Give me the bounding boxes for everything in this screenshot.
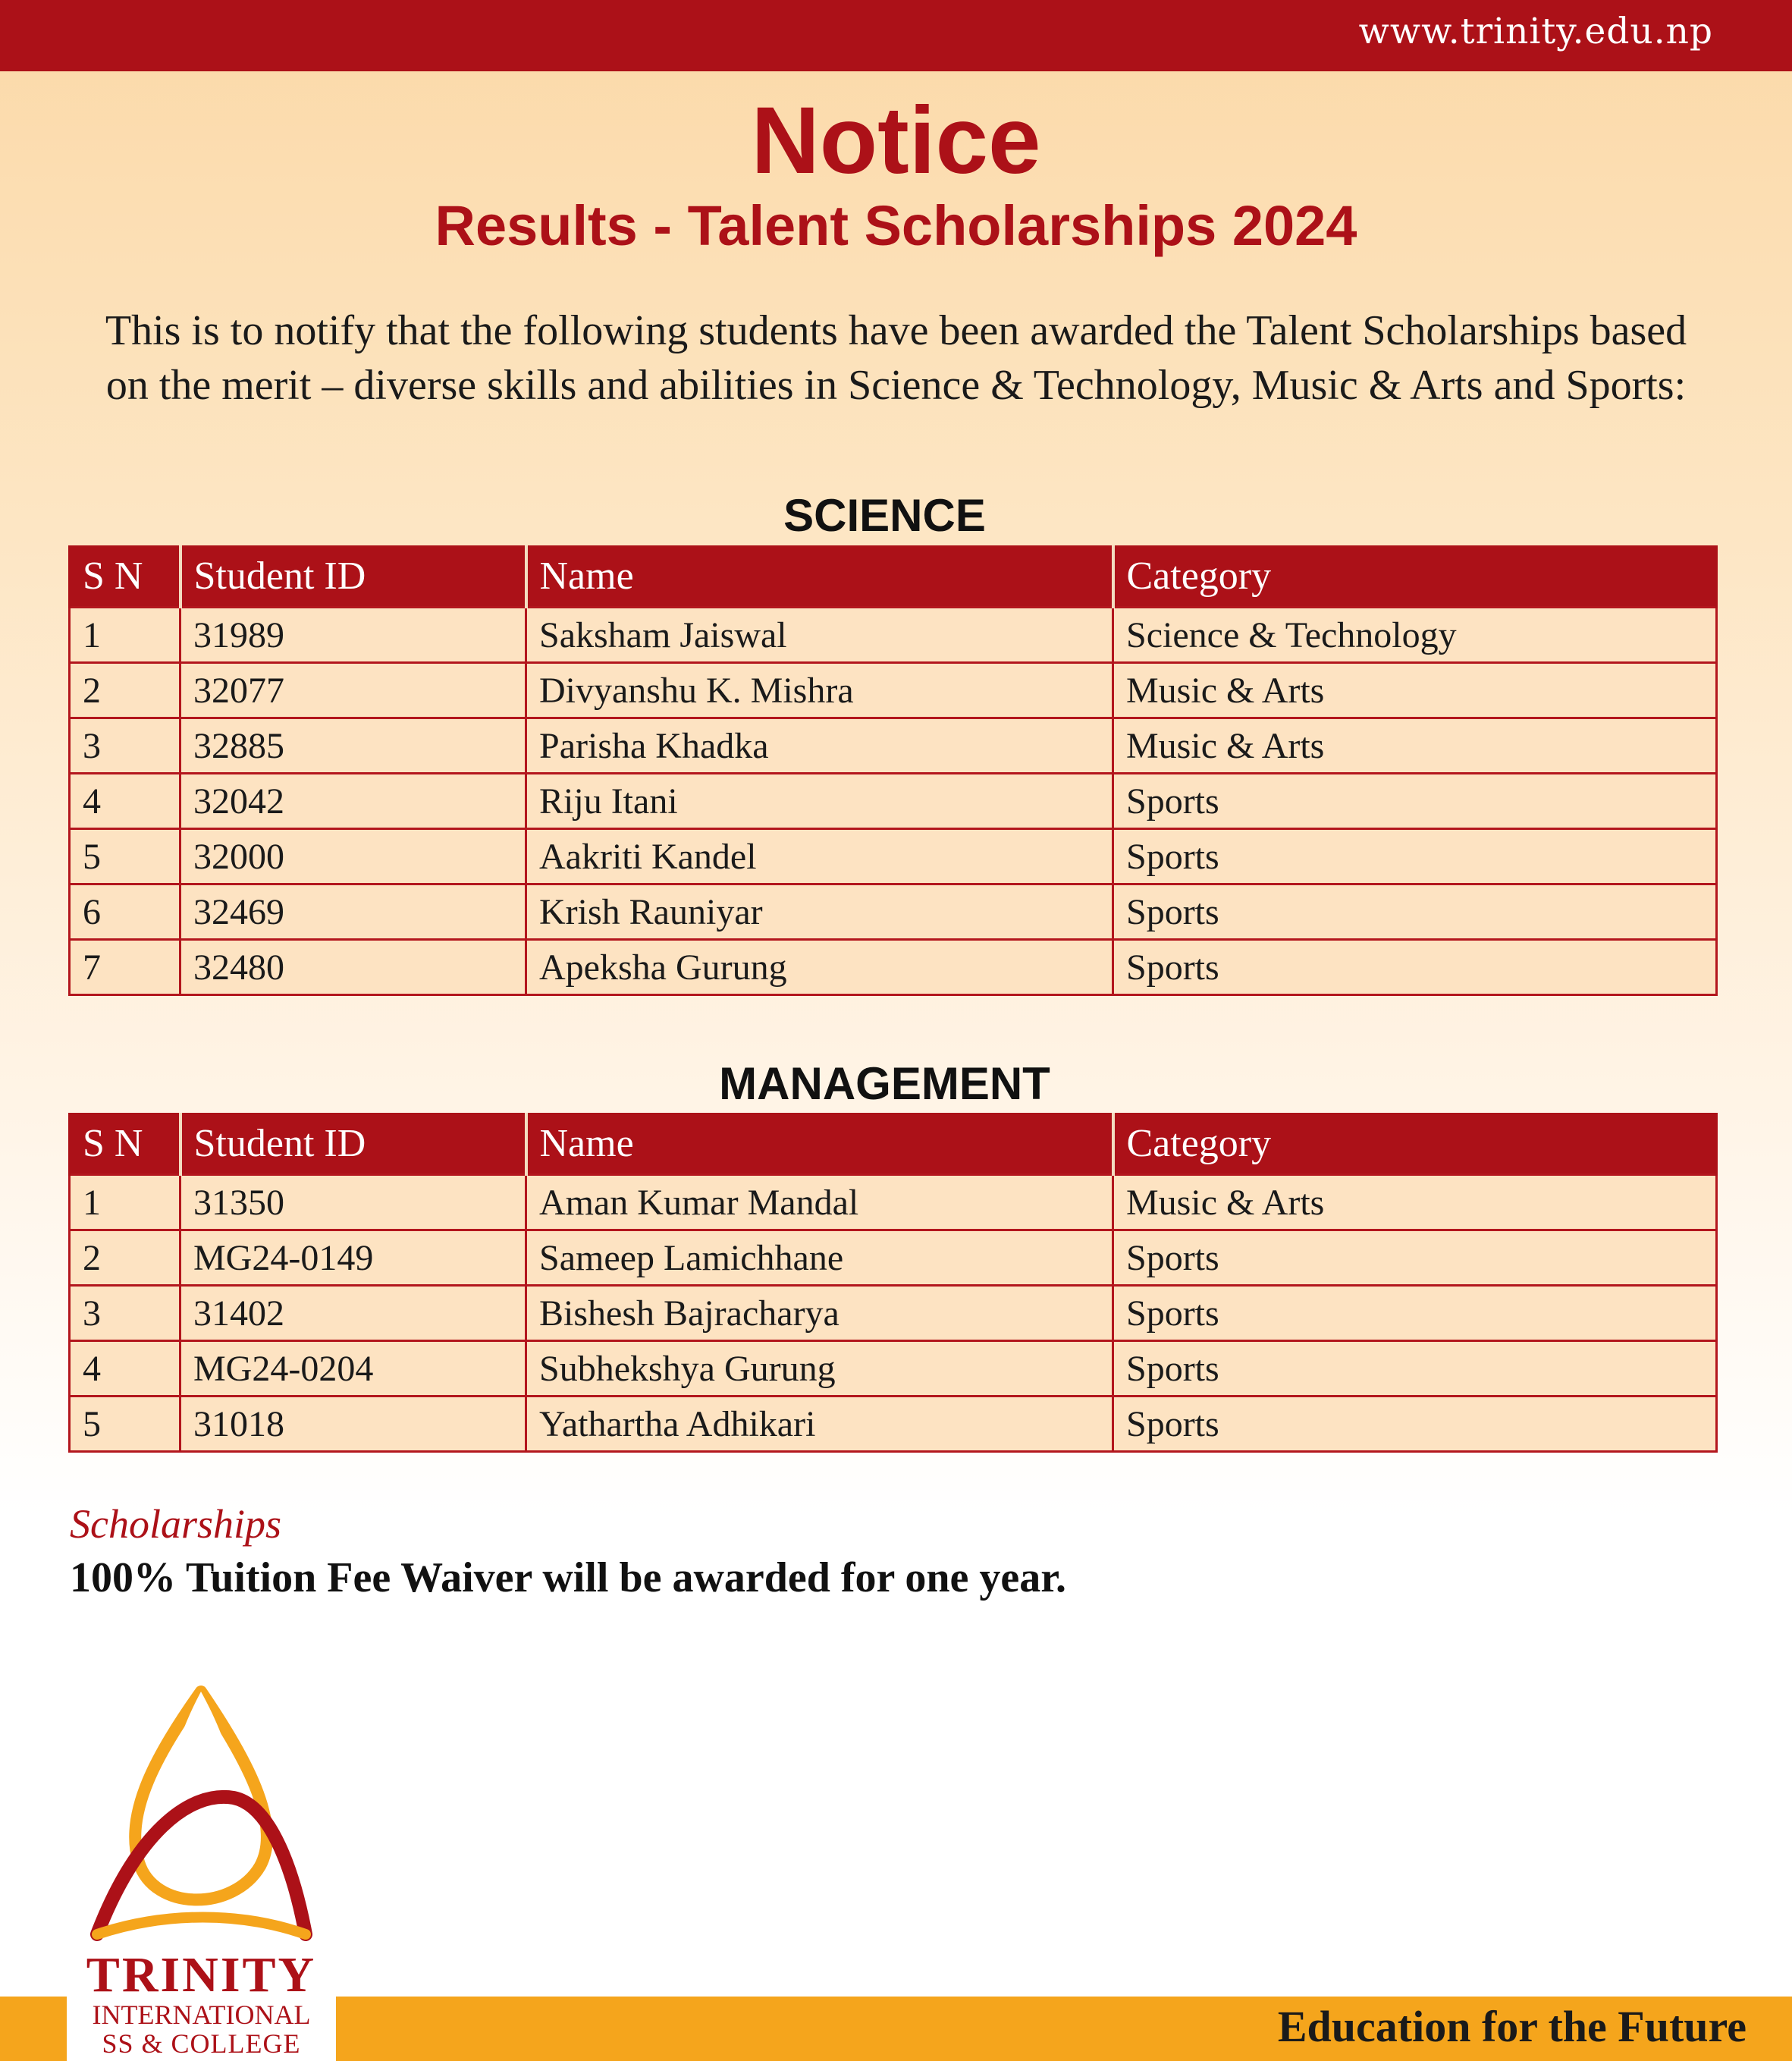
cell-category: Sports — [1113, 1397, 1717, 1452]
column-header-sn: S N — [70, 1113, 180, 1175]
cell-sn: 4 — [70, 774, 180, 829]
scholarship-text: 100% Tuition Fee Waiver will be awarded for one year. — [70, 1554, 1066, 1601]
cell-sn: 3 — [70, 1286, 180, 1341]
cell-sn: 2 — [70, 663, 180, 718]
table-header-row — [70, 1113, 1717, 1175]
column-header-sn: S N — [70, 545, 180, 608]
intro-paragraph — [46, 303, 1746, 413]
cell-sn: 3 — [70, 718, 180, 774]
cell-student-id: MG24-0204 — [180, 1341, 526, 1397]
cell-student-id: 31018 — [180, 1397, 526, 1452]
cell-name: Riju Itani — [526, 774, 1113, 829]
cell-name: Apeksha Gurung — [526, 940, 1113, 995]
column-header-student-id: Student ID — [180, 1113, 526, 1175]
cell-category: Sports — [1113, 1286, 1717, 1341]
intro-line-1: This is to notify that the following students have been awarded the Talent Scholarships based — [105, 307, 1687, 354]
table-header-row — [70, 545, 1717, 608]
cell-category: Music & Arts — [1113, 663, 1717, 718]
cell-category: Sports — [1113, 884, 1717, 940]
table-row — [70, 608, 1717, 663]
trinity-logo — [67, 1669, 336, 2061]
cell-student-id: 32469 — [180, 884, 526, 940]
cell-sn: 5 — [70, 1397, 180, 1452]
cell-name: Subhekshya Gurung — [526, 1341, 1113, 1397]
footer-tagline: Education for the Future — [1277, 2002, 1746, 2051]
cell-category: Sports — [1113, 774, 1717, 829]
cell-name: Saksham Jaiswal — [526, 608, 1113, 663]
cell-category: Sports — [1113, 940, 1717, 995]
cell-category: Science & Technology — [1113, 608, 1717, 663]
table-row — [70, 829, 1717, 884]
table-row — [70, 1286, 1717, 1341]
table-row — [70, 663, 1717, 718]
cell-student-id: 32480 — [180, 940, 526, 995]
table-row — [70, 1175, 1717, 1230]
trinity-logo-icon — [82, 1684, 321, 1949]
cell-name: Bishesh Bajracharya — [526, 1286, 1113, 1341]
cell-name: Yathartha Adhikari — [526, 1397, 1113, 1452]
science-heading: SCIENCE — [783, 490, 986, 541]
logo-subtitle-1: INTERNATIONAL — [92, 2000, 311, 2030]
cell-sn: 5 — [70, 829, 180, 884]
management-table-body — [70, 1175, 1717, 1452]
cell-student-id: 31989 — [180, 608, 526, 663]
table-row — [70, 718, 1717, 774]
cell-name: Aakriti Kandel — [526, 829, 1113, 884]
science-table-body — [70, 608, 1717, 995]
cell-sn: 6 — [70, 884, 180, 940]
cell-sn: 4 — [70, 1341, 180, 1397]
cell-student-id: 32885 — [180, 718, 526, 774]
science-table — [68, 545, 1718, 996]
cell-student-id: 32000 — [180, 829, 526, 884]
table-row — [70, 1341, 1717, 1397]
cell-student-id: 32042 — [180, 774, 526, 829]
scholarship-label: Scholarships — [70, 1501, 282, 1547]
column-header-student-id: Student ID — [180, 545, 526, 608]
website-url[interactable]: www.trinity.edu.np — [1358, 11, 1713, 52]
cell-student-id: MG24-0149 — [180, 1230, 526, 1286]
cell-name: Parisha Khadka — [526, 718, 1113, 774]
cell-sn: 2 — [70, 1230, 180, 1286]
cell-sn: 7 — [70, 940, 180, 995]
column-header-category: Category — [1113, 545, 1717, 608]
intro-line-2: on the merit – diverse skills and abilities in Science & Technology, Music & Arts and Sports: — [105, 362, 1687, 409]
table-row — [70, 884, 1717, 940]
notice-title: Notice — [751, 88, 1041, 193]
cell-category: Sports — [1113, 1341, 1717, 1397]
cell-name: Aman Kumar Mandal — [526, 1175, 1113, 1230]
cell-category: Music & Arts — [1113, 718, 1717, 774]
cell-student-id: 31402 — [180, 1286, 526, 1341]
logo-name: TRINITY — [86, 1947, 317, 2003]
cell-sn: 1 — [70, 1175, 180, 1230]
management-heading: MANAGEMENT — [719, 1058, 1050, 1109]
cell-category: Sports — [1113, 1230, 1717, 1286]
management-table — [68, 1113, 1718, 1453]
table-row — [70, 1397, 1717, 1452]
table-row — [70, 1230, 1717, 1286]
column-header-name: Name — [526, 1113, 1113, 1175]
cell-student-id: 32077 — [180, 663, 526, 718]
cell-name: Sameep Lamichhane — [526, 1230, 1113, 1286]
cell-category: Sports — [1113, 829, 1717, 884]
cell-sn: 1 — [70, 608, 180, 663]
cell-category: Music & Arts — [1113, 1175, 1717, 1230]
cell-student-id: 31350 — [180, 1175, 526, 1230]
cell-name: Krish Rauniyar — [526, 884, 1113, 940]
column-header-category: Category — [1113, 1113, 1717, 1175]
table-row — [70, 774, 1717, 829]
table-row — [70, 940, 1717, 995]
cell-name: Divyanshu K. Mishra — [526, 663, 1113, 718]
column-header-name: Name — [526, 545, 1113, 608]
logo-subtitle-2: SS & COLLEGE — [102, 2028, 301, 2059]
notice-subtitle: Results - Talent Scholarships 2024 — [435, 194, 1357, 257]
